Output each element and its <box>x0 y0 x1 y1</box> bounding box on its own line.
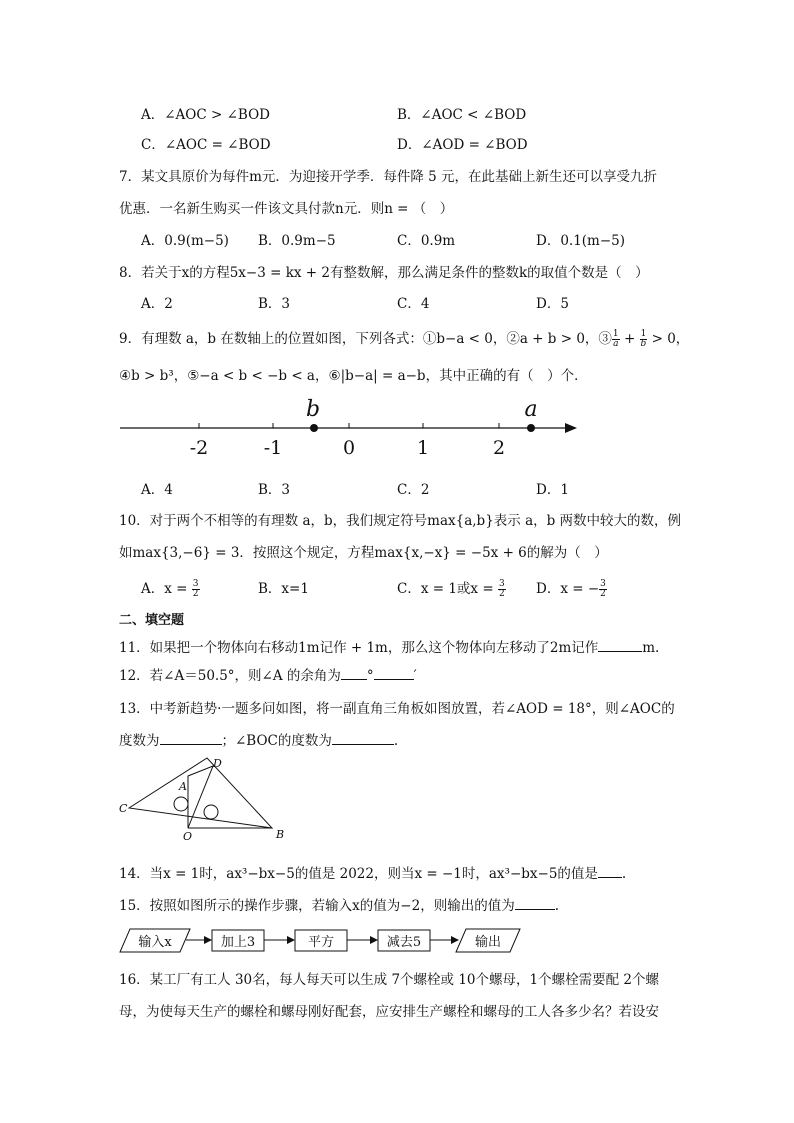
flow-output-label: 输出 <box>474 935 502 950</box>
q8-option-c: C．4 <box>397 296 430 312</box>
q16-stem-line1: 16．某工厂有工人 30名，每人每天可以生成 7个螺栓或 10个螺母，1个螺栓需要配 2个螺 <box>119 972 659 988</box>
number-line-figure <box>115 393 585 463</box>
point-b-dot <box>310 424 318 432</box>
q15-answer-blank[interactable] <box>515 897 555 910</box>
q7-stem-line2: 优惠．一名新生购买一件该文具付款n元．则n = （ ） <box>119 201 454 217</box>
q12-stem: 12．若∠A＝50.5°，则∠A 的余角为 ° ′ <box>119 668 417 684</box>
q10-option-b: B．x=1 <box>258 581 309 597</box>
triangle-cab <box>129 758 272 828</box>
q13-boc-blank[interactable] <box>332 732 394 745</box>
q9-stem-post: > 0， <box>647 331 690 347</box>
circle-hole-right <box>204 805 218 819</box>
q10-option-d-fraction: $\frac{3}{2}$ <box>600 579 606 599</box>
q13-stem-line2: 度数为 ；∠BOC的度数为 . <box>119 733 399 749</box>
flow-step-add3-label: 加上3 <box>220 935 256 950</box>
label-d: D <box>213 757 222 770</box>
q10-option-d: D．x = − $\frac{3}{2}$ <box>536 579 606 599</box>
q13-stem-line1: 13．中考新趋势·一题多问如图，将一副直角三角板如图放置，若∠AOD = 18°，则∠AOC的 <box>119 701 675 717</box>
circle-hole-left <box>174 797 188 811</box>
flow-input-label: 输入x <box>138 935 172 950</box>
q9-stem-line1: 9．有理数 a，b 在数轴上的位置如图，下列各式：①b−a < 0，②a + b > 0，③ $\frac{1}{a}$ + $\frac{1}{b}$ > 0， <box>119 329 690 349</box>
q10-stem-line1: 10．对于两个不相等的有理数 a，b，我们规定符号max{a,b}表示 a，b 两数中较大的数，例 <box>119 513 682 529</box>
q9-option-c: C．2 <box>397 482 430 498</box>
label-b: B <box>276 828 285 841</box>
q12-minute-blank[interactable] <box>374 667 414 680</box>
tick-label-2: 2 <box>492 437 506 459</box>
label-c: C <box>119 802 128 815</box>
q9-option-a: A．4 <box>141 482 173 498</box>
q10-option-a-fraction: $\frac{3}{2}$ <box>192 579 199 599</box>
q10-option-c: C．x = 1或x = $\frac{3}{2}$ <box>397 579 505 599</box>
q8-option-b: B．3 <box>258 296 291 312</box>
q10-option-c-fraction: $\frac{3}{2}$ <box>498 579 505 599</box>
tick-label-neg1: -1 <box>263 437 283 459</box>
q7-option-c: C．0.9m <box>397 233 456 249</box>
q8-option-d: D．5 <box>536 296 569 312</box>
triangle-set-figure <box>115 754 295 844</box>
number-line-arrow <box>565 423 577 433</box>
q14-stem: 14．当x = 1时，ax³−bx−5的值是 2022，则当x = −1时，ax³−bx−5的值是 . <box>119 866 627 882</box>
q8-stem: 8．若关于x的方程5x−3 = kx + 2有整数解，那么满足条件的整数k的取值个数是（ ） <box>119 265 649 281</box>
label-a: A <box>179 780 187 793</box>
q6-option-c: C．∠AOC = ∠BOD <box>141 137 271 153</box>
tick-label-neg2: -2 <box>189 437 209 459</box>
q11-answer-blank[interactable] <box>598 639 642 652</box>
q11-stem: 11．如果把一个物体向右移动1m记作 + 1m，那么这个物体向左移动了2m记作 m. <box>119 640 660 656</box>
q6-option-b: B．∠AOC < ∠BOD <box>397 107 527 123</box>
q16-stem-line2: 母，为使每天生产的螺栓和螺母刚好配套，应安排生产螺栓和螺母的工人各多少名？若设安 <box>119 1004 659 1020</box>
q14-answer-blank[interactable] <box>598 865 622 878</box>
q9-fraction-1: $\frac{1}{a}$ <box>612 329 619 349</box>
q9-option-b: B．3 <box>258 482 291 498</box>
q7-option-a: A．0.9(m−5) <box>141 233 229 249</box>
q10-stem-line2: 如max{3,−6} = 3．按照这个规定，方程max{x,−x} = −5x + 6的解为（ ） <box>119 545 608 561</box>
flow-step-square-label: 平方 <box>307 935 335 950</box>
flowchart-figure <box>118 925 528 957</box>
q6-option-a: A．∠AOC > ∠BOD <box>141 107 270 123</box>
section-title-fill-in: 二、填空题 <box>119 613 185 628</box>
point-b-label: b <box>305 397 321 422</box>
q7-stem-line1: 7．某文具原价为每件m元．为迎接开学季．每件降 5 元，在此基础上新生还可以享受九折 <box>119 169 658 185</box>
q7-option-b: B．0.9m−5 <box>258 233 336 249</box>
tick-label-0: 0 <box>342 437 356 459</box>
q9-fraction-2: $\frac{1}{b}$ <box>640 329 647 349</box>
q10-option-a: A．x = $\frac{3}{2}$ <box>141 579 199 599</box>
q6-option-d: D．∠AOD = ∠BOD <box>397 137 528 153</box>
q9-option-d: D．1 <box>536 482 569 498</box>
label-o: O <box>183 830 193 843</box>
q12-degree-blank[interactable] <box>341 667 367 680</box>
q9-stem-pre: 9．有理数 a，b 在数轴上的位置如图，下列各式：①b−a < 0，②a + b > 0，③ <box>119 331 612 347</box>
tick-label-1: 1 <box>416 437 430 459</box>
q8-option-a: A．2 <box>141 296 173 312</box>
point-a-label: a <box>524 397 538 422</box>
q13-aoc-blank[interactable] <box>160 732 222 745</box>
q9-stem-line2: ④b > b³，⑤−a < b < −b < a，⑥|b−a| = a−b，其中正确的有（ ）个． <box>119 368 588 384</box>
q7-option-d: D．0.1(m−5) <box>536 233 626 249</box>
point-a-dot <box>527 424 535 432</box>
flow-step-sub5-label: 减去5 <box>386 935 422 950</box>
q15-stem: 15．按照如图所示的操作步骤，若输入x的值为−2，则输出的值为 . <box>119 898 559 914</box>
